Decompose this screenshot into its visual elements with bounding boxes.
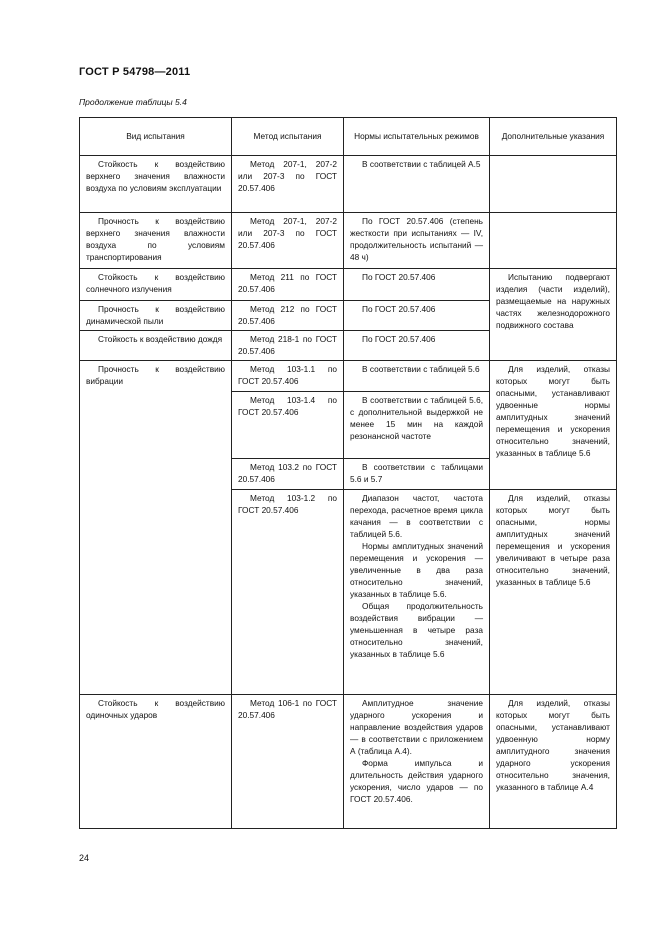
col-header-test-type: Вид испытания — [80, 118, 232, 156]
table-row — [80, 213, 617, 269]
test-table — [79, 117, 617, 829]
col-header-test-norms: Нормы испытательных режимов — [344, 118, 490, 156]
test-method-cell: Метод 103.2 по ГОСТ 20.57.406 — [232, 459, 344, 490]
table-continuation-caption: Продолжение таблицы 5.4 — [79, 97, 187, 107]
norms-paragraph: Общая продолжительность воздействия вибрации — уменьшенная в четыре раза относительно значений, указанных в таблице 5.6 — [350, 601, 483, 659]
test-type-cell: Стойкость к воздействию дождя — [80, 331, 232, 361]
test-norms-cell: По ГОСТ 20.57.406 (степень жесткости при испытаниях — IV, продолжительность испытаний — 48 ч) — [344, 213, 490, 269]
test-method-cell: Метод 103-1.4 по ГОСТ 20.57.406 — [232, 392, 344, 459]
document-title: ГОСТ Р 54798—2011 — [79, 66, 191, 78]
table-header-row — [80, 118, 617, 156]
test-norms-cell: В соответствии с таблицей 5.6, с дополнительной выдержкой не менее 15 мин на каждой резонансной частоте — [344, 392, 490, 459]
test-type-cell-vibration: Прочность к воздействию вибрации — [80, 361, 232, 695]
col-header-additional-notes: Дополнительные указания — [490, 118, 617, 156]
notes-cell-shock: Для изделий, отказы которых могут быть опасными, устанавливают удвоенную норму амплитудного значения ударного ускорения относительно значения, указанного в таблице А.4 — [490, 695, 617, 829]
test-method-cell: Метод 207-1, 207-2 или 207-3 по ГОСТ 20.57.406 — [232, 213, 344, 269]
test-norms-cell: По ГОСТ 20.57.406 — [344, 331, 490, 361]
test-type-cell: Стойкость к воздействию верхнего значения влажности воздуха по условиям эксплуатации — [80, 156, 232, 213]
col-header-test-method: Метод испытания — [232, 118, 344, 156]
test-norms-cell: По ГОСТ 20.57.406 — [344, 301, 490, 331]
table-row — [80, 156, 617, 213]
test-type-cell: Прочность к воздействию верхнего значения влажности воздуха по условиям транспортирования — [80, 213, 232, 269]
notes-cell-outdoor-parts: Испытанию подвергают изделия (части изделий), размещаемые на наружных частях железнодорожного подвижного состава — [490, 269, 617, 361]
test-method-cell: Метод 212 по ГОСТ 20.57.406 — [232, 301, 344, 331]
test-method-cell: Метод 106-1 по ГОСТ 20.57.406 — [232, 695, 344, 829]
test-method-cell: Метод 211 по ГОСТ 20.57.406 — [232, 269, 344, 301]
test-norms-cell: В соответствии с таблицей 5.6 — [344, 361, 490, 392]
test-method-cell: Метод 207-1, 207-2 или 207-3 по ГОСТ 20.57.406 — [232, 156, 344, 213]
notes-cell — [490, 156, 617, 213]
test-norms-cell — [344, 490, 490, 695]
test-type-cell: Стойкость к воздействию солнечного излучения — [80, 269, 232, 301]
test-type-cell-shock: Стойкость к воздействию одиночных ударов — [80, 695, 232, 829]
norms-paragraph: Форма импульса и длительность действия ударного ускорения, число ударов — по ГОСТ 20.57.406. — [350, 758, 483, 804]
notes-cell-vibration-2: Для изделий, отказы которых могут быть опасными, нормы амплитудных значений перемещения и ускорения увеличивают в четыре раза относительно значений, указанных в таблице 5.6 — [490, 490, 617, 695]
test-norms-cell: В соответствии с таблицами 5.6 и 5.7 — [344, 459, 490, 490]
notes-cell — [490, 213, 617, 269]
table-row — [80, 269, 617, 301]
test-method-cell: Метод 103-1.1 по ГОСТ 20.57.406 — [232, 361, 344, 392]
test-type-cell: Прочность к воздействию динамической пыли — [80, 301, 232, 331]
test-norms-cell: По ГОСТ 20.57.406 — [344, 269, 490, 301]
test-method-cell: Метод 103-1.2 по ГОСТ 20.57.406 — [232, 490, 344, 695]
norms-paragraph: Диапазон частот, частота перехода, расчетное время цикла качания — в соответствии с таблицей 5.6. — [350, 493, 483, 539]
table-row — [80, 361, 617, 392]
test-norms-cell: В соответствии с таблицей А.5 — [344, 156, 490, 213]
table-row — [80, 695, 617, 829]
norms-paragraph: Амплитудное значение ударного ускорения и направление воздействия ударов — в соответствии с приложением А (таблица А.4). — [350, 698, 483, 756]
notes-cell-vibration-1: Для изделий, отказы которых могут быть опасными, устанавливают удвоенные нормы амплитудных значений перемещения и ускорения относительно значений, указанных в таблице 5.6 — [490, 361, 617, 490]
test-norms-cell — [344, 695, 490, 829]
test-method-cell: Метод 218-1 по ГОСТ 20.57.406 — [232, 331, 344, 361]
norms-paragraph: Нормы амплитудных значений перемещения и ускорения — увеличенные в два раза относительно значений, указанных в таблице 5.6. — [350, 541, 483, 599]
page-number: 24 — [79, 853, 90, 863]
